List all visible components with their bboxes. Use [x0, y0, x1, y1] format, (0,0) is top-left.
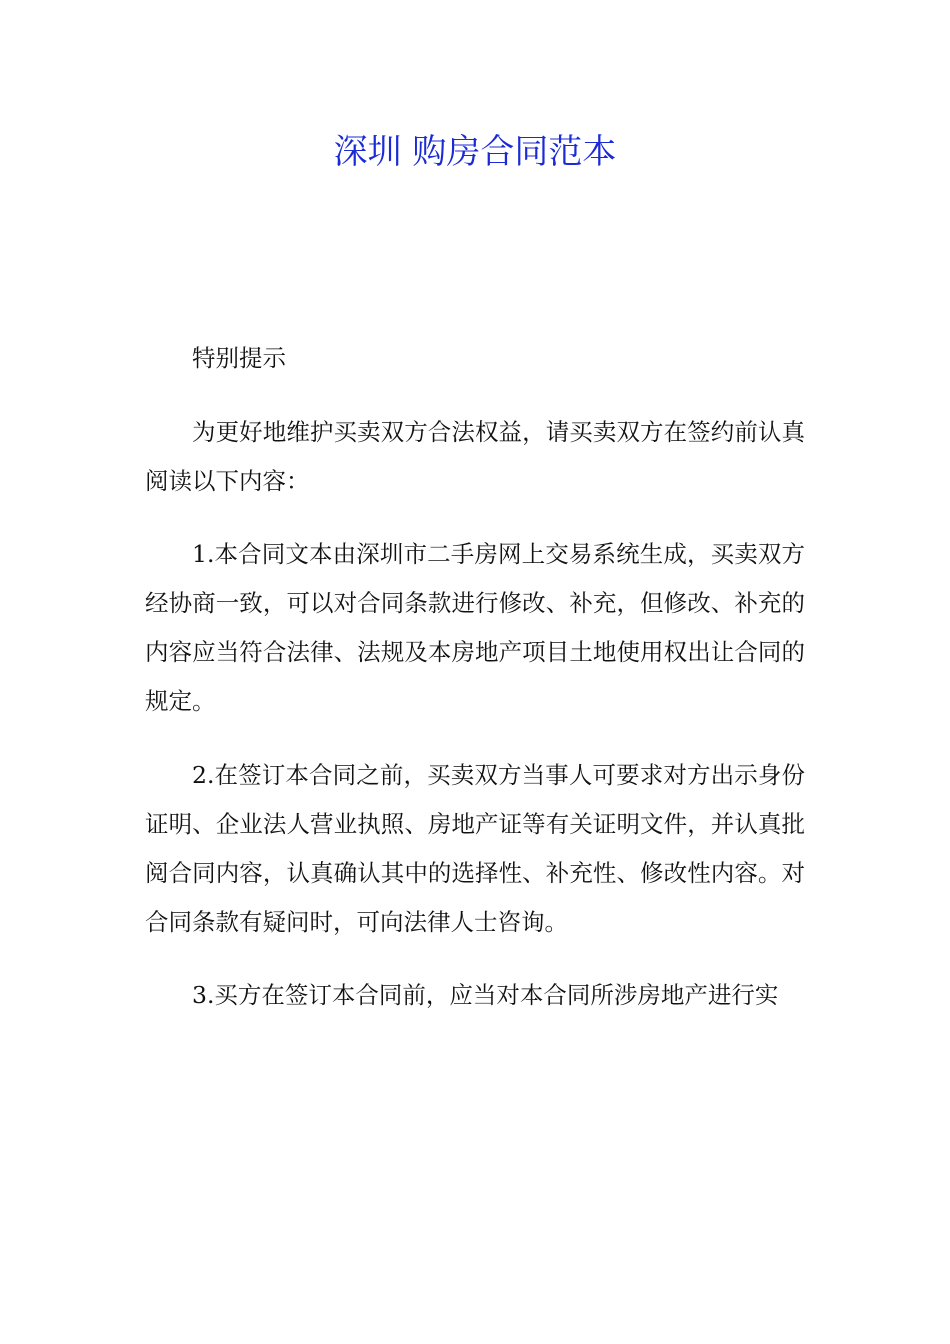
document-body — [145, 334, 805, 1020]
document-title: 深圳 购房合同范本 — [333, 132, 617, 172]
paragraph-item-2: 2.在签订本合同之前，买卖双方当事人可要求对方出示身份证明、企业法人营业执照、房地产证等有关证明文件，并认真批阅合同内容，认真确认其中的选择性、补充性、修改性内容。对合同条款有疑问时，可向法律人士咨询。 — [145, 760, 805, 936]
paragraph-intro: 为更好地维护买卖双方合法权益，请买卖双方在签约前认真阅读以下内容： — [145, 417, 805, 495]
paragraph-item-1: 1.本合同文本由深圳市二手房网上交易系统生成，买卖双方经协商一致，可以对合同条款进行修改、补充，但修改、补充的内容应当符合法律、法规及本房地产项目土地使用权出让合同的规定。 — [145, 540, 805, 715]
paragraph-special-notice: 特别提示 — [192, 344, 286, 372]
paragraph-item-3: 3.买方在签订本合同前，应当对本合同所涉房地产进行实 — [192, 981, 779, 1009]
